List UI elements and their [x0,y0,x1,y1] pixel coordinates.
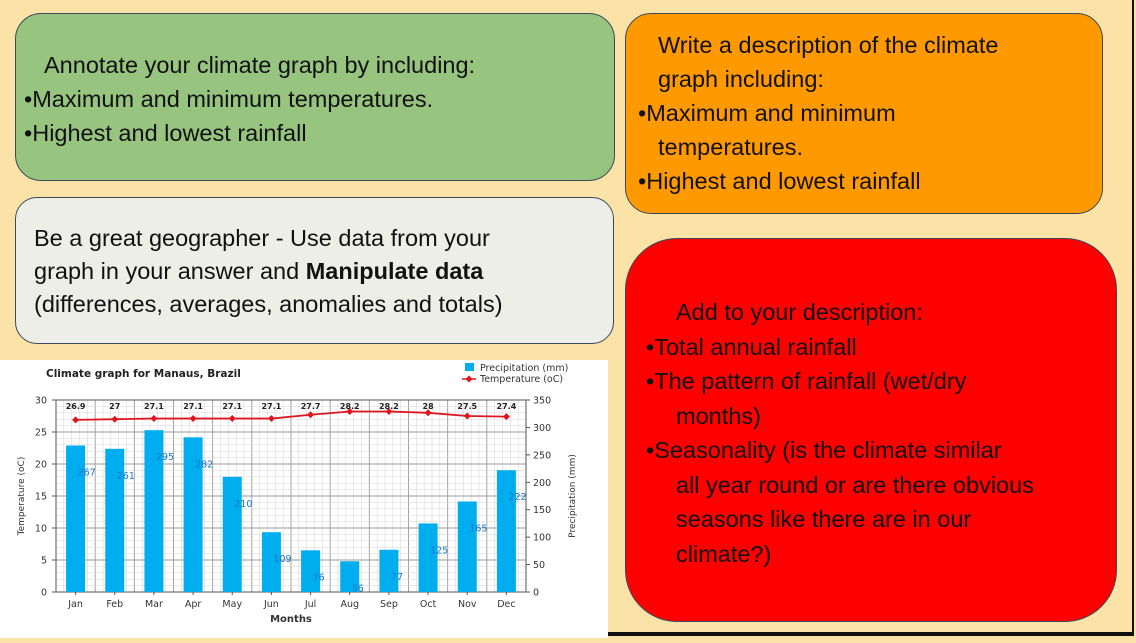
y-left-tick-label: 15 [34,491,47,503]
describe-bullet-temperatures: •Maximum and minimum [638,100,896,126]
describe-line-2: graph including: [658,66,824,92]
temperature-point [464,413,471,420]
precipitation-bar [497,470,516,592]
temperature-data-label: 27.1 [222,402,243,411]
climate-graph-svg [0,360,608,638]
temperature-data-label: 27.1 [261,402,282,411]
precipitation-bar [419,523,438,592]
precipitation-data-label: 165 [469,523,488,535]
y-left-tick-label: 25 [34,427,47,439]
y-left-axis-label: Temperature (oC) [17,456,27,536]
precipitation-bar [301,550,320,592]
x-axis-label: Months [270,614,312,625]
precipitation-data-label: 282 [195,459,214,471]
y-right-tick-label: 150 [533,505,552,517]
x-tick-label: Dec [497,599,516,610]
precipitation-data-label: 295 [155,452,175,464]
add-heading: Add to your description: [676,299,923,325]
y-right-tick-label: 100 [533,532,552,544]
climate-graph [0,360,608,638]
y-left-tick-label: 30 [34,395,47,407]
precipitation-data-label: 76 [312,572,325,584]
y-right-tick-label: 50 [533,560,546,572]
temperature-point [307,411,314,418]
x-tick-label: Sep [379,599,398,610]
x-tick-label: Apr [184,599,202,610]
add-bullet-seasonality-cont-1: all year round or are there obvious [676,471,1034,498]
temperature-point [150,415,157,422]
add-bullet-seasonality: •Seasonality (is the climate similar [646,437,1002,463]
annotate-bullet-temperatures: •Maximum and minimum temperatures. [24,86,434,112]
legend-precipitation-swatch [465,363,474,371]
geographer-line-2 [34,255,613,288]
y-right-tick-label: 0 [533,587,540,599]
x-tick-label: Aug [340,599,360,610]
temperature-point [72,416,79,423]
legend-temperature-marker [466,376,473,383]
temperature-data-label: 28 [422,402,434,411]
precipitation-data-label: 109 [273,554,292,566]
precipitation-data-label: 267 [77,467,96,479]
x-tick-label: Jul [304,599,317,610]
describe-instructions-box [625,13,1103,214]
add-bullet-total-rainfall: •Total annual rainfall [646,333,857,360]
add-bullet-seasonality-cont-3: climate?) [676,540,772,567]
precipitation-data-label: 210 [234,498,253,510]
legend-precipitation-label: Precipitation (mm) [480,363,569,374]
y-left-tick-label: 10 [34,523,47,535]
describe-line-1: Write a description of the climate [658,32,999,58]
precipitation-bar [223,477,242,592]
temperature-data-label: 27.4 [496,402,517,411]
precipitation-bar [458,501,477,592]
y-right-tick-label: 250 [533,450,552,462]
add-to-description-box [625,238,1117,622]
precipitation-data-label: 77 [390,571,404,583]
y-right-tick-label: 200 [533,477,552,489]
y-left-tick-label: 0 [40,587,47,599]
temperature-data-label: 28.2 [339,402,360,411]
temperature-point [190,415,197,422]
temperature-data-label: 27.5 [457,402,478,411]
y-right-tick-label: 300 [533,422,552,434]
chart-title: Climate graph for Manaus, Brazil [46,368,241,380]
manipulate-data-emphasis: Manipulate data [305,258,484,284]
temperature-data-label: 27.1 [183,402,203,411]
x-tick-label: Mar [144,599,163,610]
precipitation-data-label: 222 [508,492,527,504]
add-bullet-pattern: •The pattern of rainfall (wet/dry [646,368,967,394]
x-tick-label: May [222,599,243,610]
temperature-point [229,415,236,422]
geographer-tip-box [15,197,614,344]
geographer-line-1: Be a great geographer - Use data from your [34,225,490,251]
geographer-line-3: (differences, averages, anomalies and totals) [34,291,503,317]
x-tick-label: Nov [457,599,477,610]
geographer-line-2-text: graph in your answer and [34,258,306,284]
y-left-tick-label: 20 [34,459,47,471]
precipitation-data-label: 125 [430,545,449,557]
x-tick-label: Jan [68,599,83,610]
temperature-data-label: 27 [109,402,121,411]
describe-bullet-rainfall: •Highest and lowest rainfall [638,168,921,194]
x-tick-label: Jun [263,599,279,610]
annotate-heading: Annotate your climate graph by including: [44,52,476,78]
x-tick-label: Oct [419,599,437,610]
y-right-tick-label: 350 [533,395,552,407]
temperature-data-label: 27.1 [144,402,164,411]
x-tick-label: Feb [106,599,124,610]
temperature-point [111,416,118,423]
temperature-data-label: 26.9 [65,402,86,411]
y-right-axis-label: Precipitation (mm) [568,454,578,538]
precipitation-data-label: 56 [351,583,364,595]
temperature-data-label: 27.7 [300,402,321,411]
annotate-instructions-box [15,13,615,181]
temperature-point [268,415,275,422]
add-bullet-pattern-cont: months) [676,402,761,429]
y-left-tick-label: 5 [40,555,47,567]
annotate-bullet-rainfall: •Highest and lowest rainfall [24,120,307,146]
add-bullet-seasonality-cont-2: seasons like there are in our [676,506,972,532]
precipitation-data-label: 261 [116,470,135,482]
describe-bullet-temperatures-cont: temperatures. [658,134,803,160]
legend-temperature-label: Temperature (oC) [480,374,564,385]
temperature-data-label: 28.2 [379,402,399,411]
